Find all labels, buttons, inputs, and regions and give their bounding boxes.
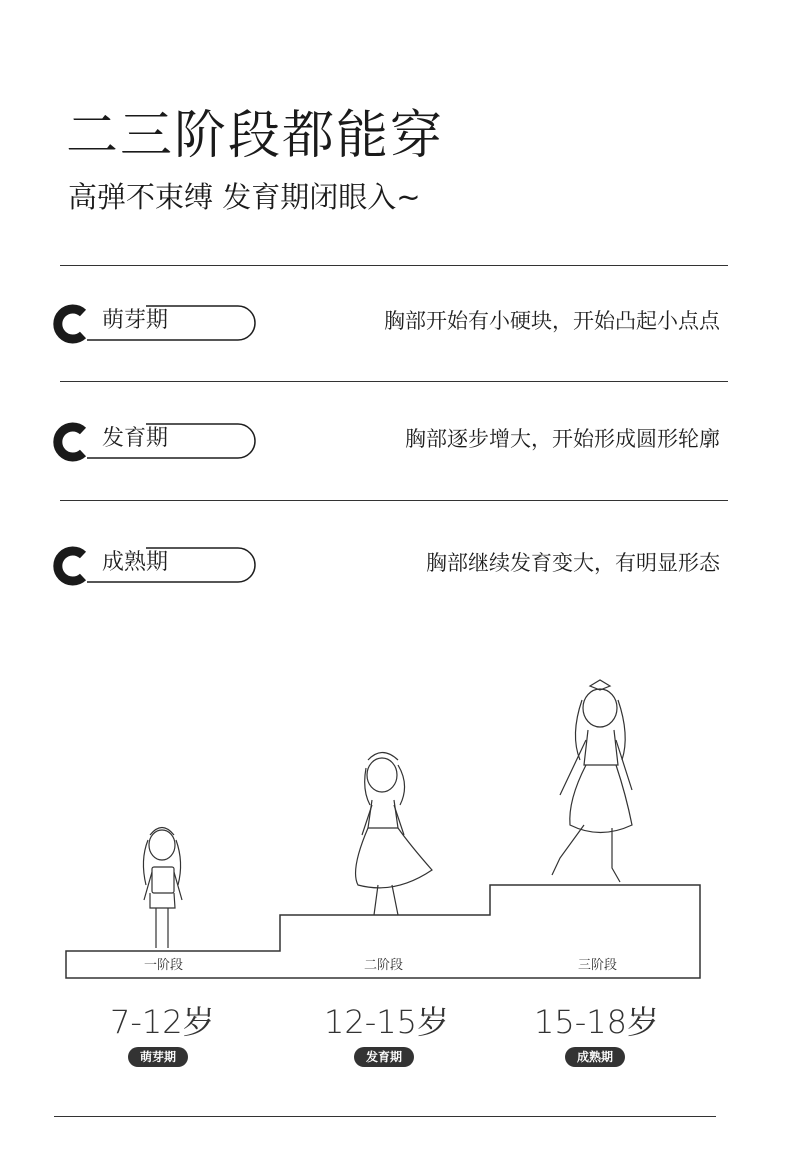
age-range: 15-18岁	[534, 1003, 659, 1041]
page-subtitle: 高弹不束缚 发育期闭眼入~	[68, 180, 421, 214]
growth-staircase-illustration	[0, 660, 790, 1000]
stage-row-mature	[52, 544, 720, 588]
divider	[60, 265, 728, 266]
girl-figure-stage-one	[143, 828, 182, 949]
stage-name: 萌芽期	[102, 308, 169, 333]
step-label: 二阶段	[364, 958, 404, 973]
stage-description: 胸部开始有小硬块，开始凸起小点点	[384, 309, 720, 333]
stage-badge: 发育期	[354, 1047, 414, 1067]
stage-badge: 萌芽期	[128, 1047, 188, 1067]
age-range: 12-15岁	[324, 1003, 449, 1041]
stage-badge: 成熟期	[565, 1047, 625, 1067]
divider	[60, 381, 728, 382]
stage-row-sprouting	[52, 302, 720, 346]
divider	[54, 1116, 716, 1117]
divider	[60, 500, 728, 501]
step-label: 三阶段	[578, 958, 618, 973]
stage-description: 胸部继续发育变大，有明显形态	[426, 551, 720, 575]
stage-name: 发育期	[102, 426, 169, 451]
step-label: 一阶段	[144, 958, 184, 973]
girl-figure-stage-two	[356, 753, 432, 916]
page-title: 二三阶段都能穿	[66, 106, 445, 166]
stage-description: 胸部逐步增大，开始形成圆形轮廓	[405, 427, 720, 451]
girl-figure-stage-three	[552, 680, 632, 882]
stage-name: 成熟期	[102, 550, 169, 575]
stage-row-developing	[52, 420, 720, 464]
age-range: 7-12岁	[110, 1003, 215, 1041]
